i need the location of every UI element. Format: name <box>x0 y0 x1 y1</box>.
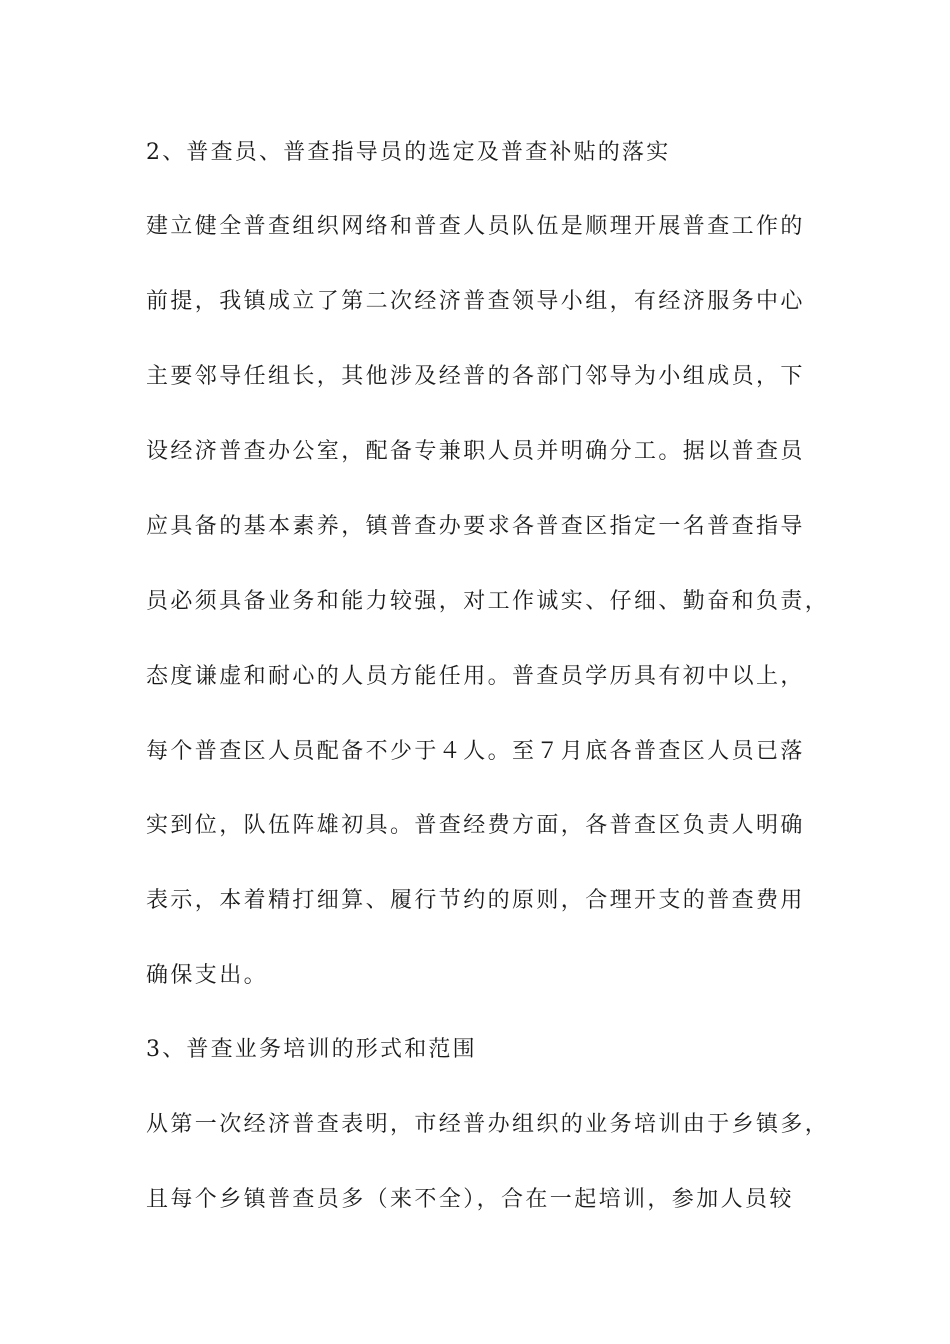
paragraph-line: 员必须具备业务和能力较强，对工作诚实、仔细、勤奋和负责， <box>146 589 830 614</box>
paragraph-line: 主要邻导任组长，其他涉及经普的各部门邻导为小组成员，下 <box>146 364 805 389</box>
paragraph-line: 实到位，队伍阵雄初具。普查经费方面，各普查区负责人明确 <box>146 813 805 838</box>
paragraph-line: 应具备的基本素养，镇普查办要求各普查区指定一名普查指导 <box>146 514 805 539</box>
section-2-heading: 2、普查员、普查指导员的选定及普查补贴的落实 <box>146 140 671 165</box>
paragraph-line: 每个普查区人员配备不少于４人。至７月底各普查区人员已落 <box>146 739 805 764</box>
section-3-heading: 3、普查业务培训的形式和范围 <box>146 1037 477 1062</box>
paragraph-line: 建立健全普查组织网络和普查人员队伍是顺理开展普查工作的 <box>146 214 805 239</box>
paragraph-line: 且每个乡镇普查员多（来不全），合在一起培训，参加人员较 <box>146 1187 794 1212</box>
paragraph-line: 前提，我镇成立了第二次经济普查领导小组，有经济服务中心 <box>146 289 805 314</box>
paragraph-line: 确保支出。 <box>146 963 269 988</box>
paragraph-line: 态度谦虚和耐心的人员方能任用。普查员学历具有初中以上， <box>146 664 805 689</box>
paragraph-line: 设经济普查办公室，配备专兼职人员并明确分工。据以普查员 <box>146 439 805 464</box>
paragraph-line: 从第一次经济普查表明，市经普办组织的业务培训由于乡镇多， <box>146 1112 830 1137</box>
paragraph-line: 表示，本着精打细算、履行节约的原则，合理开支的普查费用 <box>146 888 805 913</box>
